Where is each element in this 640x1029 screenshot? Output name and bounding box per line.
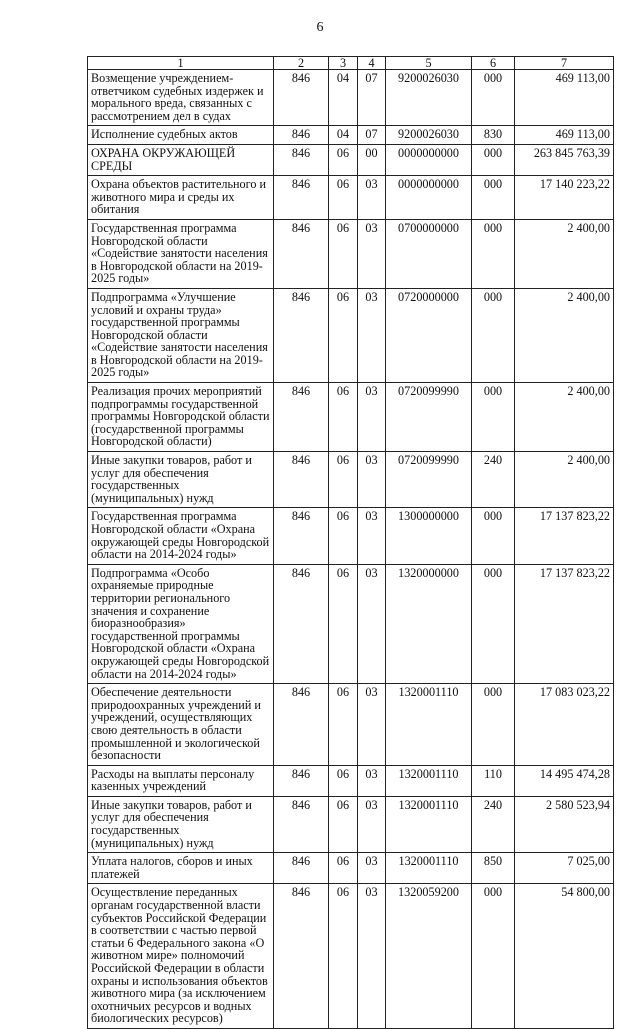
row-pr: 00 — [358, 144, 386, 175]
row-rz: 04 — [329, 70, 358, 126]
row-sum: 2 580 523,94 — [515, 796, 614, 852]
row-name: Реализация прочих мероприятий подпрограммы государственной программы Новгородской области (государственной программы Новгородской области) — [88, 383, 274, 452]
row-gr: 846 — [274, 144, 329, 175]
row-csr: 1320001110 — [386, 684, 472, 766]
row-pr: 07 — [358, 126, 386, 145]
header-row — [88, 57, 614, 70]
row-csr: 9200026030 — [386, 126, 472, 145]
row-gr: 846 — [274, 176, 329, 220]
row-rz: 04 — [329, 126, 358, 145]
row-rz: 06 — [329, 884, 358, 1029]
row-vr: 000 — [472, 288, 515, 382]
row-csr: 0000000000 — [386, 144, 472, 175]
table-row — [88, 684, 614, 766]
row-sum: 469 113,00 — [515, 70, 614, 126]
row-csr: 1320001110 — [386, 853, 472, 884]
row-gr: 846 — [274, 288, 329, 382]
row-rz: 06 — [329, 796, 358, 852]
table-row — [88, 452, 614, 508]
row-pr: 03 — [358, 452, 386, 508]
row-csr: 1320001110 — [386, 796, 472, 852]
row-sum: 2 400,00 — [515, 219, 614, 288]
row-vr: 000 — [472, 219, 515, 288]
row-gr: 846 — [274, 796, 329, 852]
row-rz: 06 — [329, 176, 358, 220]
row-csr: 0720099990 — [386, 452, 472, 508]
row-pr: 03 — [358, 884, 386, 1029]
table-row — [88, 383, 614, 452]
row-vr: 850 — [472, 853, 515, 884]
table-row — [88, 70, 614, 126]
row-name: ОХРАНА ОКРУЖАЮЩЕЙ СРЕДЫ — [88, 144, 274, 175]
row-rz: 06 — [329, 288, 358, 382]
row-vr: 000 — [472, 176, 515, 220]
table-row — [88, 853, 614, 884]
row-vr: 000 — [472, 508, 515, 564]
col-header: 2 — [274, 57, 329, 70]
row-gr: 846 — [274, 126, 329, 145]
row-gr: 846 — [274, 684, 329, 766]
row-csr: 1320000000 — [386, 564, 472, 683]
budget-table — [87, 56, 614, 1029]
row-csr: 0720099990 — [386, 383, 472, 452]
col-header: 1 — [88, 57, 274, 70]
row-vr: 240 — [472, 452, 515, 508]
table-row — [88, 176, 614, 220]
row-pr: 03 — [358, 796, 386, 852]
row-sum: 2 400,00 — [515, 452, 614, 508]
row-sum: 7 025,00 — [515, 853, 614, 884]
row-gr: 846 — [274, 383, 329, 452]
row-sum: 469 113,00 — [515, 126, 614, 145]
table-row — [88, 288, 614, 382]
row-pr: 03 — [358, 288, 386, 382]
row-sum: 54 800,00 — [515, 884, 614, 1029]
row-name: Уплата налогов, сборов и иных платежей — [88, 853, 274, 884]
row-gr: 846 — [274, 508, 329, 564]
row-rz: 06 — [329, 219, 358, 288]
row-vr: 110 — [472, 765, 515, 796]
col-header: 7 — [515, 57, 614, 70]
row-gr: 846 — [274, 70, 329, 126]
row-vr: 830 — [472, 126, 515, 145]
row-pr: 07 — [358, 70, 386, 126]
row-gr: 846 — [274, 853, 329, 884]
row-rz: 06 — [329, 508, 358, 564]
row-rz: 06 — [329, 564, 358, 683]
row-rz: 06 — [329, 383, 358, 452]
table-row — [88, 144, 614, 175]
row-csr: 1320001110 — [386, 765, 472, 796]
row-name: Обеспечение деятельности природоохранных учреждений и учреждений, осуществляющих свою деятельность в области промышленной и экологической безопасности — [88, 684, 274, 766]
row-vr: 000 — [472, 70, 515, 126]
col-header: 5 — [386, 57, 472, 70]
row-rz: 06 — [329, 684, 358, 766]
row-sum: 14 495 474,28 — [515, 765, 614, 796]
row-gr: 846 — [274, 452, 329, 508]
row-csr: 1320059200 — [386, 884, 472, 1029]
row-csr: 0720000000 — [386, 288, 472, 382]
row-name: Охрана объектов растительного и животного мира и среды их обитания — [88, 176, 274, 220]
row-sum: 17 140 223,22 — [515, 176, 614, 220]
row-rz: 06 — [329, 853, 358, 884]
row-sum: 17 137 823,22 — [515, 564, 614, 683]
table-row — [88, 508, 614, 564]
col-header: 3 — [329, 57, 358, 70]
table-row — [88, 765, 614, 796]
col-header: 6 — [472, 57, 515, 70]
table-row — [88, 884, 614, 1029]
row-sum: 17 083 023,22 — [515, 684, 614, 766]
row-pr: 03 — [358, 383, 386, 452]
row-pr: 03 — [358, 765, 386, 796]
table-row — [88, 126, 614, 145]
row-pr: 03 — [358, 684, 386, 766]
row-sum: 2 400,00 — [515, 288, 614, 382]
row-name: Осуществление переданных органам государственной власти субъектов Российской Федерации в соответствии с частью первой статьи 6 Федерального закона «О животном мире» полномочий Российской Федерации в области охраны и использования объектов животного мира (за исключением охотничьих ресурсов и водных биологических ресурсов) — [88, 884, 274, 1029]
row-gr: 846 — [274, 219, 329, 288]
row-pr: 03 — [358, 508, 386, 564]
row-name: Подпрограмма «Особо охраняемые природные территории регионального значения и сохранение биоразнообразия» государственной программы Новгородской области «Охрана окружающей среды Новгородской области на 2014-2024 годы» — [88, 564, 274, 683]
row-name: Расходы на выплаты персоналу казенных учреждений — [88, 765, 274, 796]
row-vr: 000 — [472, 383, 515, 452]
row-vr: 000 — [472, 684, 515, 766]
row-csr: 0700000000 — [386, 219, 472, 288]
row-gr: 846 — [274, 564, 329, 683]
table-row — [88, 564, 614, 683]
row-name: Исполнение судебных актов — [88, 126, 274, 145]
row-name: Государственная программа Новгородской области «Содействие занятости населения в Новгородской области на 2019-2025 годы» — [88, 219, 274, 288]
row-name: Подпрограмма «Улучшение условий и охраны труда» государственной программы Новгородской области «Содействие занятости населения в Новгородской области на 2019-2025 годы» — [88, 288, 274, 382]
row-vr: 000 — [472, 884, 515, 1029]
row-rz: 06 — [329, 144, 358, 175]
row-pr: 03 — [358, 219, 386, 288]
row-csr: 9200026030 — [386, 70, 472, 126]
row-pr: 03 — [358, 853, 386, 884]
row-sum: 17 137 823,22 — [515, 508, 614, 564]
row-csr: 0000000000 — [386, 176, 472, 220]
row-name: Возмещение учреждением-ответчиком судебных издержек и морального вреда, связанных с рассмотрением дел в судах — [88, 70, 274, 126]
row-pr: 03 — [358, 564, 386, 683]
row-vr: 240 — [472, 796, 515, 852]
row-sum: 263 845 763,39 — [515, 144, 614, 175]
page-number: 6 — [316, 20, 324, 35]
row-pr: 03 — [358, 176, 386, 220]
row-name: Иные закупки товаров, работ и услуг для обеспечения государственных (муниципальных) нужд — [88, 452, 274, 508]
col-header: 4 — [358, 57, 386, 70]
table-row — [88, 796, 614, 852]
row-rz: 06 — [329, 765, 358, 796]
row-rz: 06 — [329, 452, 358, 508]
row-vr: 000 — [472, 564, 515, 683]
row-gr: 846 — [274, 884, 329, 1029]
row-name: Иные закупки товаров, работ и услуг для обеспечения государственных (муниципальных) нужд — [88, 796, 274, 852]
table-row — [88, 219, 614, 288]
row-csr: 1300000000 — [386, 508, 472, 564]
row-name: Государственная программа Новгородской области «Охрана окружающей среды Новгородской области на 2014-2024 годы» — [88, 508, 274, 564]
row-gr: 846 — [274, 765, 329, 796]
row-sum: 2 400,00 — [515, 383, 614, 452]
row-vr: 000 — [472, 144, 515, 175]
